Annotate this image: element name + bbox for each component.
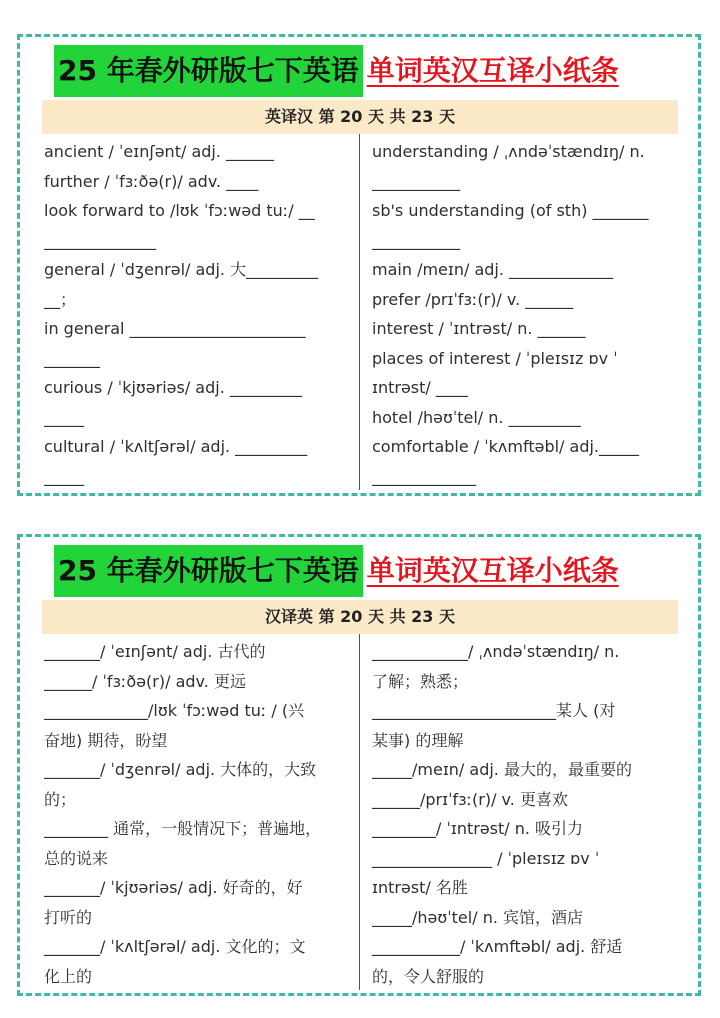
text-line: places of interest / ˈpleɪsɪz ɒv ˈ (372, 348, 618, 368)
text-line: ___________ (372, 230, 460, 250)
text-line: _____________ (372, 466, 476, 486)
card-title (54, 545, 623, 597)
text-line: prefer /prɪˈfɜː(r)/ v. ______ (372, 289, 574, 309)
text-line: _______________ / ˈpleɪsɪz ɒv ˈ (372, 848, 600, 868)
text-line: further / ˈfɜːðə(r)/ adv. ____ (44, 171, 259, 191)
text-line: general / ˈdʒenrəl/ adj. 大_________ (44, 260, 319, 279)
text-line: in general ______________________ (44, 319, 306, 338)
text-line: ______/ ˈfɜːðə(r)/ adv. 更远 (44, 671, 246, 691)
text-line: 奋地) 期待，盼望 (44, 730, 168, 750)
text-line: 的； (44, 789, 77, 809)
text-line: _______/ ˈdʒenrəl/ adj. 大体的，大致 (44, 760, 317, 779)
text-line: sb's understanding (of sth) _______ (372, 201, 649, 220)
text-line: ______/prɪˈfɜː(r)/ v. 更喜欢 (372, 789, 568, 809)
text-line: _____/meɪn/ adj. 最大的，最重要的 (372, 760, 632, 779)
left-column (44, 637, 344, 991)
text-line: main /meɪn/ adj. _____________ (372, 260, 614, 279)
text-line: hotel /həʊˈtel/ n. _________ (372, 407, 581, 427)
vocab-card-zh-to-en (17, 534, 701, 996)
text-line: 了解；熟悉； (372, 671, 469, 691)
text-line: _______/ ˈkʌltʃərəl/ adj. 文化的；文 (44, 937, 306, 956)
text-line: 某事) 的理解 (372, 730, 464, 750)
text-line: _____ (44, 407, 84, 427)
text-line: ________ 通常，一般情况下；普遍地， (44, 819, 322, 838)
text-line: understanding / ˌʌndəˈstændɪŋ/ n. (372, 142, 645, 161)
day-banner: 英译汉 第 20 天 共 23 天 (42, 100, 678, 134)
text-line: _____ (44, 466, 84, 486)
text-line: 的，令人舒服的 (372, 966, 485, 986)
title-sub: 单词英汉互译小纸条 (366, 554, 619, 587)
text-line: _______ (44, 348, 100, 368)
right-column (372, 137, 672, 491)
text-line: _______/ ˈkjʊəriəs/ adj. 好奇的，好 (44, 878, 303, 897)
text-line: ɪntrəst/ 名胜 (372, 878, 468, 897)
text-line: 打听的 (44, 907, 93, 927)
text-line: ____________/ ˌʌndəˈstændɪŋ/ n. (372, 642, 620, 661)
text-line: ancient / ˈeɪnʃənt/ adj. ______ (44, 142, 275, 161)
text-line: ___________ (372, 171, 460, 191)
text-line: ________/ ˈɪntrəst/ n. 吸引力 (372, 819, 584, 838)
column-divider (359, 634, 360, 990)
text-line: _______________________某人 (对 (372, 701, 616, 720)
text-line: 化上的 (44, 966, 93, 986)
text-line: __； (44, 289, 77, 309)
title-main: 25 年春外研版七下英语 (54, 45, 363, 97)
vocab-card-en-to-zh (17, 34, 701, 496)
right-column (372, 637, 672, 991)
text-line: comfortable / ˈkʌmftəbl/ adj._____ (372, 437, 640, 456)
left-column (44, 137, 344, 491)
text-line: cultural / ˈkʌltʃərəl/ adj. _________ (44, 437, 308, 456)
card-title (54, 45, 623, 97)
title-sub: 单词英汉互译小纸条 (366, 54, 619, 87)
text-line: curious / ˈkjʊəriəs/ adj. _________ (44, 378, 302, 397)
title-main: 25 年春外研版七下英语 (54, 545, 363, 597)
text-line: ______________ (44, 230, 156, 250)
text-line: 总的说来 (44, 848, 109, 868)
text-line: _____/həʊˈtel/ n. 宾馆，酒店 (372, 907, 584, 927)
day-banner: 汉译英 第 20 天 共 23 天 (42, 600, 678, 634)
text-line: ɪntrəst/ ____ (372, 378, 468, 397)
text-line: look forward to /lʊk ˈfɔːwəd tuː/ __ (44, 201, 315, 220)
text-line: _______/ ˈeɪnʃənt/ adj. 古代的 (44, 642, 266, 661)
column-divider (359, 134, 360, 490)
text-line: _____________/lʊk ˈfɔːwəd tuː / (兴 (44, 701, 305, 720)
text-line: ___________/ ˈkʌmftəbl/ adj. 舒适 (372, 937, 623, 956)
text-line: interest / ˈɪntrəst/ n. ______ (372, 319, 586, 338)
